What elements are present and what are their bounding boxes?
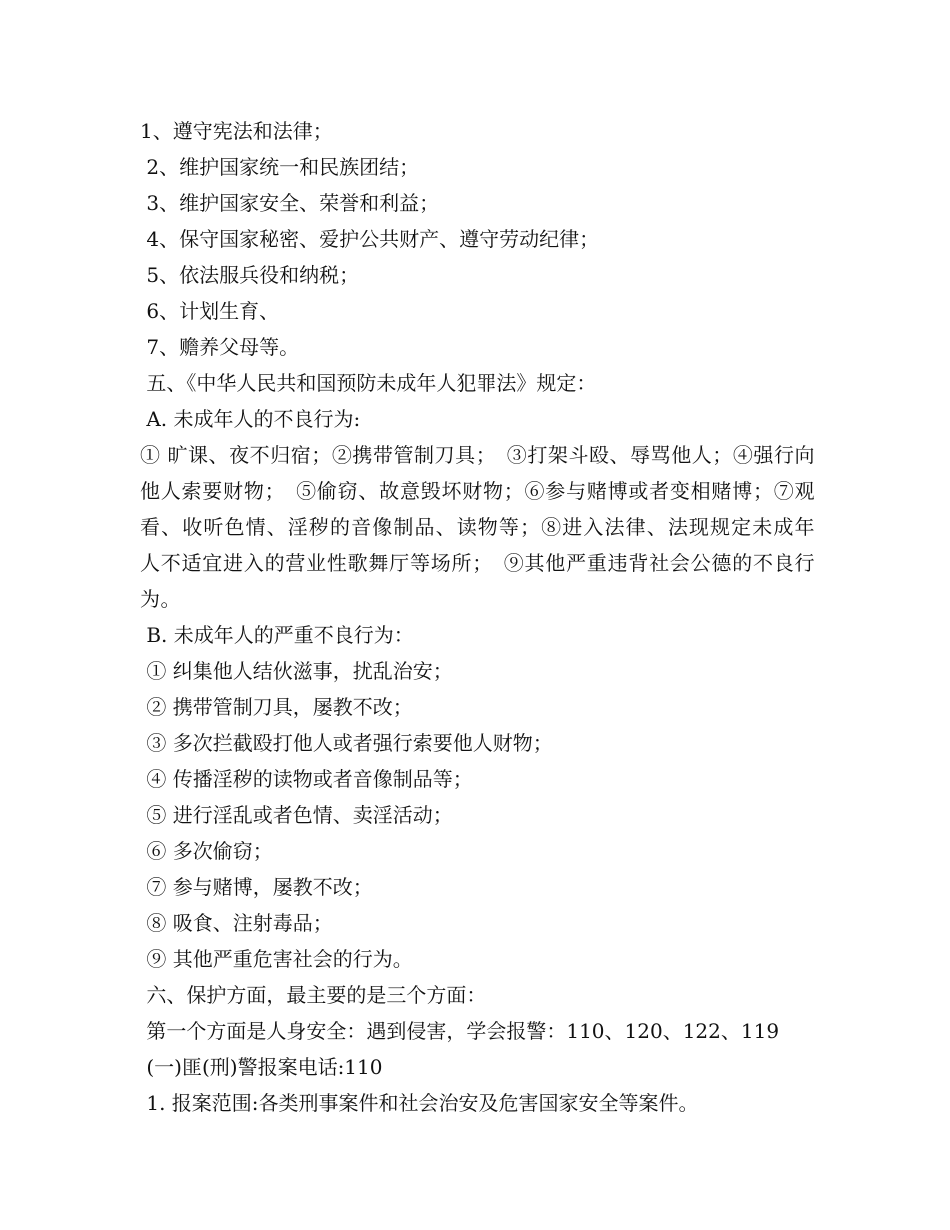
list-item: ② 携带管制刀具，屡教不改； [140,695,413,719]
text-line: 3、维护国家安全、荣誉和利益； [140,191,440,215]
text-line: 1、遵守宪法和法律； [140,119,333,143]
text-line: (一)匪(刑)警报案电话:110 [140,1055,383,1079]
list-item: ④ 传播淫秽的读物或者音像制品等； [140,767,473,791]
text-line: 4、保守国家秘密、爱护公共财产、遵守劳动纪律； [140,227,600,251]
list-item: ⑧ 吸食、注射毒品； [140,911,333,935]
subsection-heading: B. 未成年人的严重不良行为： [140,623,414,647]
list-item: ⑦ 参与赌博，屡教不改； [140,875,373,899]
list-item: ① 纠集他人结伙滋事，扰乱治安； [140,659,453,683]
list-item: ③ 多次拦截殴打他人或者强行索要他人财物； [140,731,553,755]
bad-behaviors-paragraph: ① 旷课、夜不归宿；②携带管制刀具； ③打架斗殴、辱骂他人；④强行向他人索要财物； ⑤偷窃、故意毁坏财物；⑥参与赌博或者变相赌博；⑦观看、收听色情、淫秽的音像制品、读物等；⑧进入法律、法现规定未成年人不适宜进入的营业性歌舞厅等场所； ⑨其他严重违背社会公德的不良行为。 [140,443,815,611]
text-line: 1. 报案范围:各类刑事案件和社会治安及危害国家安全等案件。 [140,1091,699,1115]
section-heading: 六、保护方面，最主要的是三个方面： [140,983,487,1007]
text-line: 7、赡养父母等。 [140,335,300,359]
document-body [140,113,815,1121]
text-line: 6、计划生育、 [140,299,280,323]
text-line: 第一个方面是人身安全：遇到侵害，学会报警：110、120、122、119 [140,1019,780,1043]
text-line: 2、维护国家统一和民族团结； [140,155,420,179]
list-item: ⑤ 进行淫乱或者色情、卖淫活动； [140,803,453,827]
subsection-heading: A. 未成年人的不良行为: [140,407,361,431]
section-heading: 五、《中华人民共和国预防未成年人犯罪法》规定： [140,371,597,395]
list-item: ⑨ 其他严重危害社会的行为。 [140,947,413,971]
list-item: ⑥ 多次偷窃； [140,839,273,863]
text-line: 5、依法服兵役和纳税； [140,263,360,287]
